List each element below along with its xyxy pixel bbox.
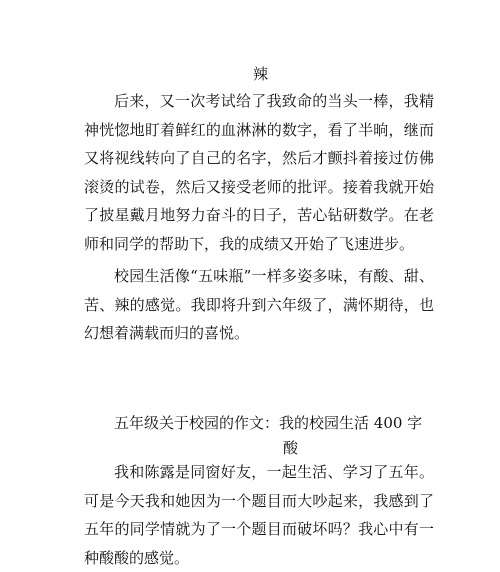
section-heading-spicy: 辣 bbox=[253, 65, 269, 83]
paragraph-exam-story: 后来，又一次考试给了我致命的当头一棒，我精神恍惚地盯着鲜红的血淋淋的数字，看了半晌，继而又将视线转向了自己的名字，然后才颤抖着接过仿佛滚烫的试卷，然后又接受老师的批评。接着我就开始了披星戴月地努力奋斗的日子，苦心钻研数学。在老师和同学的帮助下，我的成绩又开始了飞速进步。 bbox=[84, 92, 434, 253]
section-heading-sour: 酸 bbox=[283, 439, 299, 457]
paragraph-classmate-quarrel: 我和陈露是同窗好友，一起生活、学习了五年。可是今天我和她因为一个题目而大吵起来，我感到了五年的同学情就为了一个题目而破坏吗？我心中有一种酸酸的感觉。 bbox=[84, 463, 434, 567]
paragraph-five-flavors: 校园生活像“五味瓶”一样多姿多味，有酸、甜、苦、辣的感觉。我即将升到六年级了，满怀期待，也幻想着满载而归的喜悦。 bbox=[84, 267, 434, 343]
essay-title: 五年级关于校园的作文：我的校园生活 400 字 bbox=[114, 414, 423, 432]
